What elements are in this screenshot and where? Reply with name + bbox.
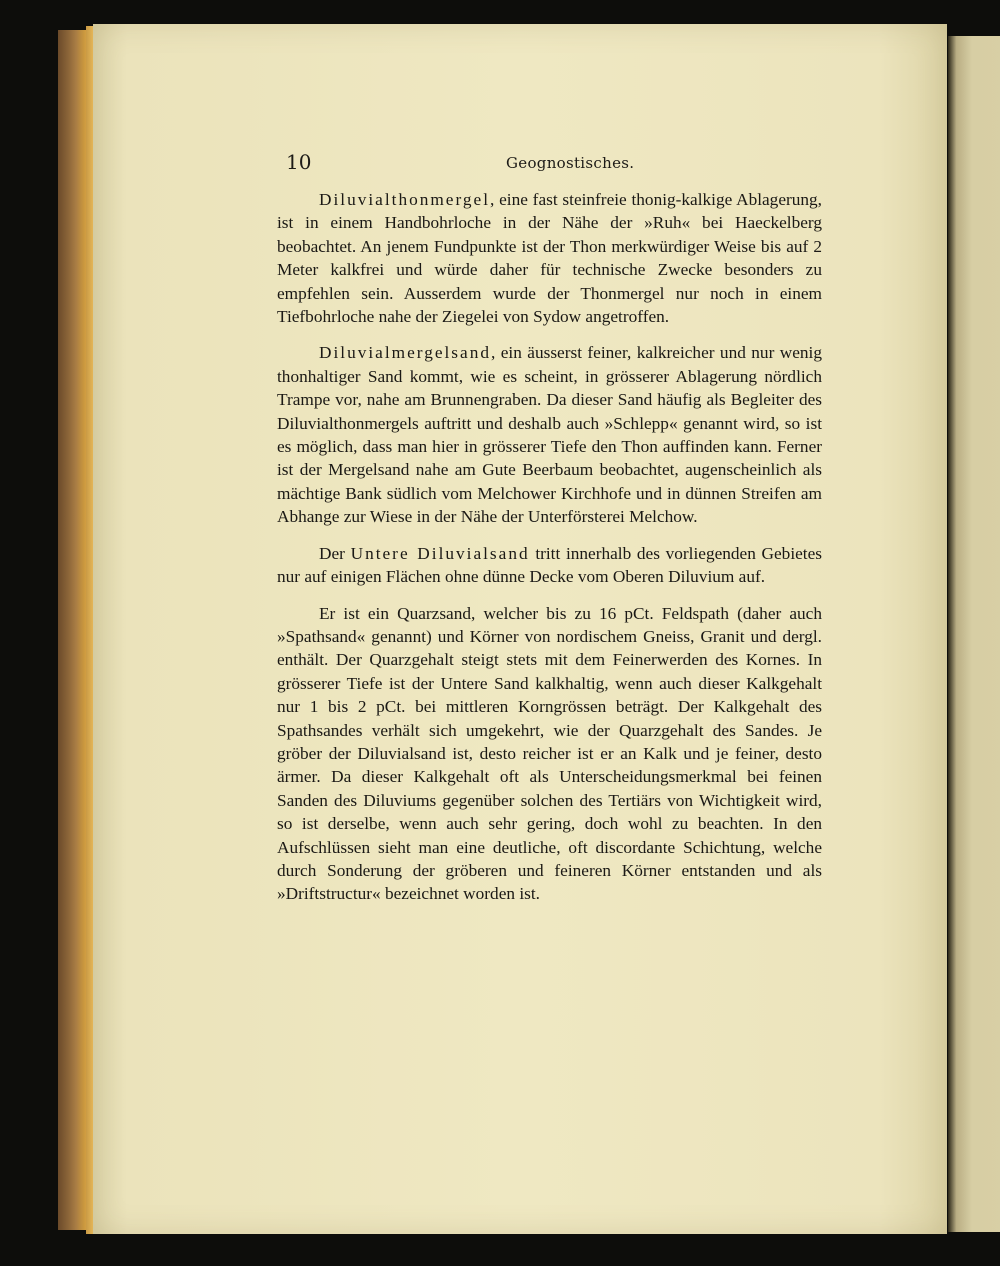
page-number: 10: [286, 150, 312, 174]
page-header: [286, 150, 816, 180]
running-head: Geognostisches.: [506, 154, 635, 172]
facing-page-edge: [948, 36, 1000, 1232]
paragraph-unterer-diluvialsand: [277, 542, 822, 589]
paragraph-text: , ein äusserst feiner, kalkreicher und nur wenig thonhaltiger Sand kommt, wie es scheint, in grösserer Ablagerung nördlich Trampe vor, nahe am Brunnengraben. Da dieser Sand häufig als Begleiter des Diluvialthonmergels auftritt und deshalb auch »Schlepp« genannt wird, so ist es möglich, dass man hier in grösserer Tiefe den Thon auffinden kann. Ferner ist der Mergelsand nahe am Gute Beerbaum beobachtet, augenscheinlich als mächtige Bank südlich vom Melchower Kirchhofe und in dünnen Streifen am Abhange zur Wiese in der Nähe der Unterförsterei Melchow.: [277, 343, 822, 527]
paragraph-diluvialmergelsand: [277, 341, 822, 528]
paragraph-prefix: Der: [319, 543, 351, 563]
book-spine: [58, 30, 88, 1230]
spaced-term: Diluvialmergelsand: [319, 343, 491, 363]
paragraph-text: , eine fast steinfreie thonig-kalkige Ablagerung, ist in einem Handbohrloche in der Nähe der »Ruh« bei Haeckelberg beobachtet. An jenem Fundpunkte ist der Thon merkwürdiger Weise bis auf 2 Meter kalkfrei und würde daher für technische Zwecke besonders zu empfehlen sein. Ausserdem wurde der Thonmergel nur noch in einem Tiefbohrloche nahe der Ziegelei von Sydow angetroffen.: [277, 190, 822, 327]
paragraph-diluvialthonmergel: [277, 188, 822, 328]
paragraph-text: Er ist ein Quarzsand, welcher bis zu 16 pCt. Feldspath (daher auch »Spathsand« genannt) und Körner von nordischem Gneiss, Granit und dergl. enthält. Der Quarzgehalt steigt stets mit dem Feinerwerden des Kornes. In grösserer Tiefe ist der Untere Sand kalkhaltig, wenn auch dieser Kalkgehalt nur 1 bis 2 pCt. bei mittleren Korngrössen beträgt. Der Kalkgehalt des Spathsandes verhält sich umgekehrt, wie der Quarzgehalt des Sandes. Je gröber der Diluvialsand ist, desto reicher ist er an Kalk und je feiner, desto ärmer. Da dieser Kalkgehalt oft als Unterscheidungsmerkmal bei feinen Sanden des Diluviums gegenüber solchen des Tertiärs von Wichtigkeit wird, so ist derselbe, wenn auch sehr gering, doch wohl zu beachten. In den Aufschlüssen sieht man eine deutliche, oft discordante Schichtung, welche durch Sonderung der gröberen und feineren Körner entstanden und als »Driftstructur« bezeichnet worden ist.: [277, 603, 822, 904]
spaced-term: Untere Diluvialsand: [350, 543, 530, 563]
paragraph-quarzsand: [277, 602, 822, 906]
spaced-term: Diluvialthonmergel: [319, 190, 491, 209]
paragraph-text: tritt innerhalb des vorliegenden Gebietes nur auf einigen Flächen ohne dünne Decke vom Oberen Diluvium auf.: [277, 543, 822, 587]
body-text: [277, 188, 822, 919]
